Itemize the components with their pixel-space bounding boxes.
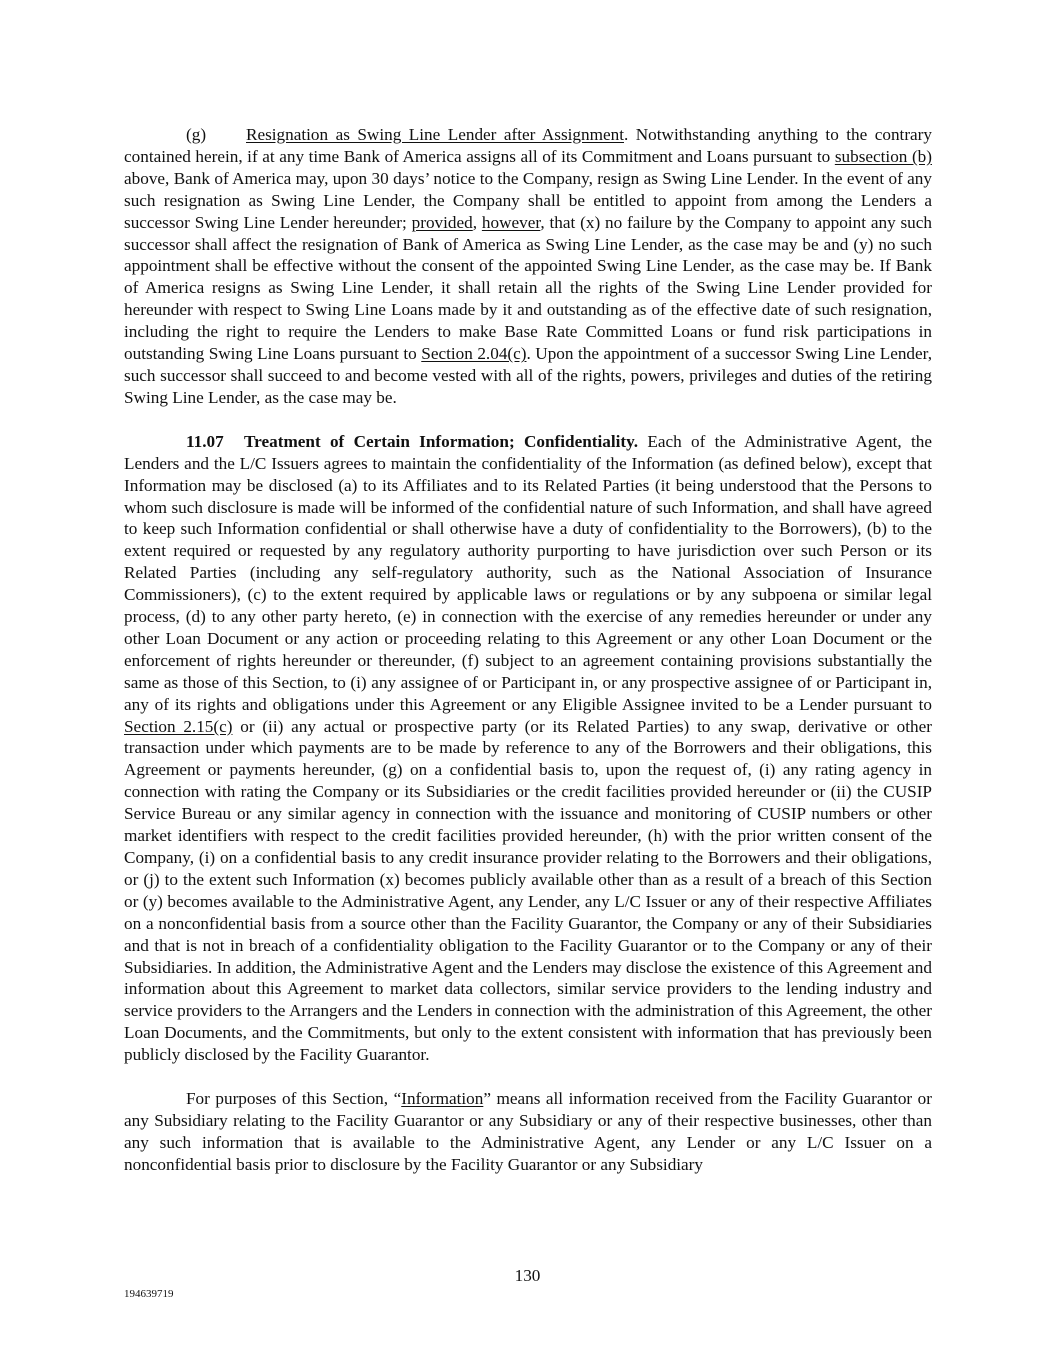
cross-reference: Section 2.04(c) xyxy=(421,344,527,364)
paragraph-spacer xyxy=(124,1066,932,1088)
clause-text: above, Bank of America may, upon 30 days’ notice to the Company, resign as Swing Line Lender. In the event of any such resignation as Swing Line Lender, the Company shall be entitled to appoint from among the Lenders a successor Swing Line Lender hereunder; xyxy=(124,168,932,232)
emphasis-term: provided xyxy=(411,212,473,232)
section-heading: Treatment of Certain Information; Confidentiality. xyxy=(244,431,639,451)
clause-text: , xyxy=(472,212,482,232)
clause-heading: Resignation as Swing Line Lender after Assignment xyxy=(246,125,624,144)
cross-reference: Section 2.15(c) xyxy=(124,716,233,736)
section-11-07 xyxy=(124,431,932,1066)
paragraph-spacer xyxy=(124,409,932,431)
paragraph-g xyxy=(124,124,932,409)
section-number: 11.07 xyxy=(186,431,224,451)
clause-text: . Notwithstanding anything to the contrary contained herein, if at any time Bank of America assigns all of its Commitment and Loans pursuant to xyxy=(124,125,932,166)
information-definition-paragraph xyxy=(124,1088,932,1176)
emphasis-term: however xyxy=(481,212,541,232)
document-body xyxy=(124,124,932,1176)
page-number: 130 xyxy=(514,1266,541,1285)
document-id: 194639719 xyxy=(124,1288,174,1300)
clause-text: . Upon the appointment of a successor Swing Line Lender, such successor shall succeed to and become vested with all of the rights, powers, privileges and duties of the retiring Swing Line Lender, as the case may be. xyxy=(124,344,932,407)
paragraph-text: For purposes of this Section, “ xyxy=(186,1089,402,1109)
paragraph-text: ” means all information received from the Facility Guarantor or any Subsidiary relating to the Facility Guarantor or any Subsidiary or any of their respective businesses, other than any such information that is available to the Administrative Agent, any Lender or any L/C Issuer on a nonconfidential basis prior to disclosure by the Facility Guarantor or any Subsidiary xyxy=(124,1089,932,1174)
cross-reference: subsection (b) xyxy=(834,146,932,166)
clause-text: , that (x) no failure by the Company to appoint any such successor shall affect the resignation of Bank of America as Swing Line Lender, as the case may be and (y) no such appointment shall be effective without the consent of the appointed Swing Line Lender, as the case may be. If Bank of America resigns as Swing Line Lender, it shall retain all the rights of the Swing Line Lender provided for hereunder with respect to Swing Line Loans made by it and outstanding as of the effective date of such resignation, including the right to require the Lenders to make Base Rate Committed Loans or fund risk participations in outstanding Swing Line Loans pursuant to xyxy=(124,212,933,364)
section-text: or (ii) any actual or prospective party (or its Related Parties) to any swap, derivative or other transaction under which payments are to be made by reference to any of the Borrowers and their obligations, this Agreement or payments hereunder, (g) on a confidential basis to, upon the request of, (i) any rating agency in connection with rating the Company or its Subsidiaries or the credit facilities provided hereunder or (ii) the CUSIP Service Bureau or any similar agency in connection with the issuance and monitoring of CUSIP numbers or other market identifiers with respect to the credit facilities provided hereunder, (h) with the prior written consent of the Company, (i) on a confidential basis to any credit insurance provider relating to the Borrowers and their obligations, or (j) to the extent such Information (x) becomes publicly available other than as a result of a breach of this Section or (y) becomes available to the Administrative Agent, any Lender, any L/C Issuer or any of their respective Affiliates on a nonconfidential basis from a source other than the Facility Guarantor, the Company or any of their Subsidiaries and that is not in breach of a confidentiality obligation to the Facility Guarantor or to the Company or any of their Subsidiaries. In addition, the Administrative Agent and the Lenders may disclose the existence of this Agreement and information about this Agreement to market data collectors, similar service providers to the lending industry and service providers to the Arrangers and the Lenders in connection with the administration of this Agreement, the other Loan Documents, and the Commitments, but only to the extent consistent with information that has previously been publicly disclosed by the Facility Guarantor. xyxy=(124,716,932,1065)
section-text: Each of the Administrative Agent, the Lenders and the L/C Issuers agrees to maintain the confidentiality of the Information (as defined below), except that Information may be disclosed (a) to its Affiliates and to its Related Parties (it being understood that the Persons to whom such disclosure is made will be informed of the confidential nature of such Information, and shall have agreed to keep such Information confidential or shall otherwise have a duty of confidentiality to the Borrowers), (b) to the extent required or requested by any regulatory authority purporting to have jurisdiction over such Person or its Related Parties (including any self-regulatory authority, such as the National Association of Insurance Commissioners), (c) to the extent required by applicable laws or regulations or by any subpoena or similar legal process, (d) to any other party hereto, (e) in connection with the exercise of any remedies hereunder or under any other Loan Document or any action or proceeding relating to this Agreement or any other Loan Document or the enforcement of rights hereunder or thereunder, (f) subject to an agreement containing provisions substantially the same as those of this Section, to (i) any assignee of or Participant in, or any prospective assignee of or Participant in, any of its rights and obligations under this Agreement or any Eligible Assignee invited to be a Lender pursuant to xyxy=(124,431,932,714)
clause-label: (g) xyxy=(186,125,207,144)
defined-term: Information xyxy=(401,1089,484,1109)
